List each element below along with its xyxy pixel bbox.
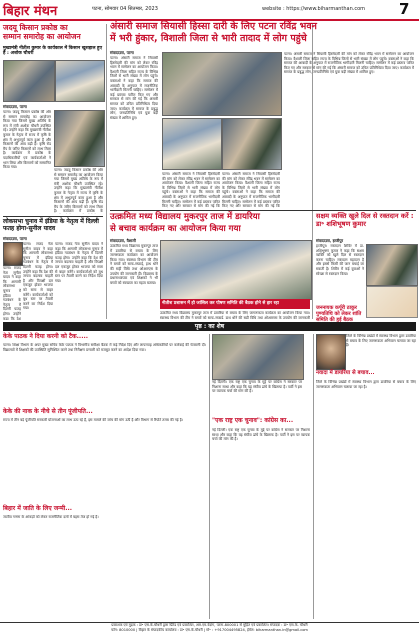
bottom-story4-body-a: नई दिल्ली। एक राष्ट्र एक चुनाव के मुद्दे पर कांग्रेस ने सरकार पर निशाना साधा और कहा कि यह संघीय ढांचे के खिलाफ है। पार्टी ने इस पर व्यापक चर्चा की मांग की है। [212,380,302,394]
lead-body-b: पटना। अंसारी समाज ने सियासी हिस्सेदारी की मांग को लेकर रविंद्र भवन में सम्मेलन का आयोजन किया। वैशाली जिला सहित राज्य के विभिन्न जिलों से भारी संख्या में लोग पहुंचे। वक्ताओं ने कहा कि समाज की आबादी के अनुपात में राजनीतिक भागीदारी मिलनी चाहिए। सम्मेलन में कई प्रस्ताव पारित किए गए और सरकार से मांग की गई कि [162,172,220,208]
bottom-story1-body: पटना। शिक्षा विभाग के अपर मुख्य सचिव केके पाठक ने विभागीय समीक्षा बैठक में कई निर्देश दिए और लापरवाह अधिकारियों पर कार्रवाई की चेतावनी दी। विद्यालयों में शिक्षकों की उपस्थिति सुनिश्चित करने तथा निरीक्षण प्रणाली को मजबूत करने का आदेश दिया गया। [3,343,206,352]
right-ad-box [366,286,418,318]
lead-byline: संवाददाता, पटना [110,50,134,55]
right-story2-headline: जननायक कर्पूरी ठाकुर पुण्यतिथि को लेकर शांति समिति की हुई बैठक [316,305,362,323]
bottom-right-portrait [316,334,346,370]
mid-body-b: उत्क्रमित मध्य विद्यालय मुकरपुर ताज में डायरिया से बचाव के लिए जागरूकता कार्यक्रम का आयोजन किया गया। स्वास्थ्य विभाग की टीम ने बच्चों को साफ-सफाई, हाथ धोने की सही विधि तथा ओआरएस के उपयोग की जानकारी [160,311,310,319]
col1-photo [3,60,55,102]
footer [0,622,419,641]
mid-photo-caption: नीतीश प्रशासन में हो जांसिल कर पोषण समिति की बैठक होने से हार रहा [162,301,279,306]
newspaper-logo: बिहार मंथन [3,4,58,19]
col1-divider [3,216,103,217]
lead-headline-line1: अंसारी समाज सियासी हिस्सा दारी के लिए पटना रविंद्र भवन [110,21,317,32]
col1-headline-line1: जदयू किसान प्रकोष्ठ का [3,23,68,32]
bottom-story5-body-a: जिले के विभिन्न प्रखंडों में स्वास्थ्य विभाग द्वारा डायरिया से बचाव के लिए जागरूकता अभियान चलाया जा रहा है। [346,334,416,348]
mid-photo [160,240,312,300]
column-divider [209,334,210,619]
col1-story2-body: पटना। राजद नेता सुनील यादव ने कहा कि आगामी लोकसभा चुनाव में इंडिया गठबंधन के नेतृत्व में दिल्ली फतह होगा। उन्होंने कहा कि देश की जनता बदलाव चाहती है और विपक्षी दल एकजुट होकर भाजपा को सत्ता से बाहर करेंगे। कार्यकर्ताओं को बूथ स्तर पर तैयारी करने का निर्देश दिया गया। [23,242,53,311]
lead-headline-line2: में भरी हुंकार, विशाली जिला से भारी तादाद में लोग पहुंचे [110,33,307,44]
website-url[interactable]: website : https://www.biharmanthan.com [262,6,366,12]
col1-headline-line2: सम्मान समारोह का आयोजन [3,32,81,41]
right-headline: सक्षम व्यक्ति खुले दिल से रक्तदान करें : डा॰ शशिभूषण कुमार [316,212,414,228]
bottom-story3-body: जातीय गणना के आंकड़ों को लेकर राजनीतिक दलों में बहस तेज हो गई है। [3,515,99,519]
footer-line2: फोन: 8010000 | बिहार के संपादकीय कार्यालय : डा॰ एस.के.चौधरी | मो॰ : +917004495824, ईमेल: biharmanthan.in@gmail.com [111,628,308,632]
page-number: 7 [399,0,410,18]
section-bar: पृष्ठ : का शेष [3,322,416,331]
lead-photo-3 [222,118,282,170]
column-divider [106,24,107,319]
col1-story2-portrait [3,242,23,266]
col1-body: पटना। जदयू किसान प्रकोष्ठ की ओर से सम्मान समारोह का आयोजन किया गया जिसमें मुख्य अतिथि के रूप में मंत्री अशोक चौधरी उपस्थित रहे। उन्होंने कहा कि मुख्यमंत्री नीतीश कुमार के नेतृत्व में राज्य में कृषि के क्षेत्र में अभूतपूर्व काम हुआ है और किसानों की आय बढ़ी है। कृषि रोड मैप के जरिए किसानों को लाभ मिला है। कार्यक्रम में प्रकोष्ठ के पदाधिकारियों एवं कार्यकर्ताओं ने भाग लिया और किसानों को सम्मानित किया गया। [3,110,51,170]
issue-date: पटना, सोमवार 04 सितम्बर, 2023 [92,6,158,12]
footer-line1: प्रकाशक एवं मुद्रक : डा॰ एस.के.चौधरी द्वारा प्रिंटेड एवं प्रकाशित, आर.एम.वेदांग, पटना-800001 से मुद्रित एवं प्रकाशित। संपादक : डा॰ एस.के. चौधरी [111,623,308,627]
right-byline: संवाददाता, हाजीपुर [316,238,344,243]
lead-body-c: पटना। अंसारी समाज ने सियासी हिस्सेदारी की मांग को लेकर रविंद्र भवन में सम्मेलन का आयोजन किया। वैशाली जिला सहित राज्य के विभिन्न जिलों से भारी संख्या में लोग पहुंचे। वक्ताओं ने कहा कि समाज की आबादी के अनुपात में राजनीतिक भागीदारी मिलनी चाहिए। सम्मेलन में कई प्रस्ताव पारित किए गए और सरकार से मांग की गई कि [222,172,280,208]
bottom-story5-body: जिले के विभिन्न प्रखंडों में स्वास्थ्य विभाग द्वारा डायरिया से बचाव के लिए जागरूकता अभियान चलाया जा रहा है। [316,380,416,389]
col1-story2-byline: संवाददाता, पटना [3,236,27,241]
mid-byline: संवाददाता, वैशाली [110,238,136,243]
mid-headline-line1: उत्क्रमित मध्य विद्यालय मुकरपुर ताज में डायरिया [110,212,260,222]
col1-photo-2 [55,60,105,102]
lead-body-d: पटना। अंसारी समाज ने सियासी हिस्सेदारी की मांग को लेकर रविंद्र भवन में सम्मेलन का आयोजन किया। वैशाली जिला सहित राज्य के विभिन्न जिलों से भारी संख्या में लोग पहुंचे। वक्ताओं ने कहा कि समाज की आबादी के अनुपात में राजनीतिक भागीदारी मिलनी चाहिए। सम्मेलन में कई प्रस्ताव पारित किए गए और सरकार से मांग की गई कि अंसारी समाज को उचित प्रतिनिधित्व दिया जाए। कार्यक्रम में समाज के प्रबुद्ध लोग, जनप्रतिनिधि एवं युवा बड़ी संख्या में शामिल हुए। [284,52,414,75]
col1-story2-body-a: पटना। राजद नेता सुनील यादव ने कहा कि आगामी लोकसभा चुनाव में इंडिया गठबंधन के नेतृत्व में दिल्ली फतह होगा। उन्होंने कहा कि देश [3,266,21,320]
bottom-story2-headline: केके की नाक के नीचे से तीन पूंजीपति... [3,408,93,415]
bottom-story4-headline: "एक राष्ट्र एक चुनाव": कांग्रेस का... [212,417,294,424]
lead-photo-1 [162,52,282,116]
col1-subhead: मुख्यमंत्री नीतीश कुमार के कार्यकाल में किसान खुशहाल हुए हैं : अशोक चौधरी [3,46,103,57]
col1-photo-3 [54,110,105,167]
bottom-story1-headline: केके पाठक ने दिया करनी को टैक..... [3,333,89,340]
bottom-story5-headline: नवादा में डायरिया से बचाव... [316,370,375,376]
col1-body-continued: पटना। जदयू किसान प्रकोष्ठ की ओर से सम्मान समारोह का आयोजन किया गया जिसमें मुख्य अतिथि के रूप में मंत्री अशोक चौधरी उपस्थित रहे। उन्होंने कहा कि मुख्यमंत्री नीतीश कुमार के नेतृत्व में राज्य में कृषि के क्षेत्र में अभूतपूर्व काम हुआ है और किसानों की आय बढ़ी है। कृषि रोड मैप के जरिए किसानों को लाभ मिला है। कार्यक्रम में प्रकोष्ठ के [54,168,103,214]
bottom-story2-body: राज्य में तीन बड़े पूंजीपति सरकारी योजनाओं का लाभ उठा रहे हैं, इस मामले की जांच की मांग उठी है और विभाग से रिपोर्ट तलब की गई है। [3,418,183,422]
column-divider [313,334,314,619]
mid-body: उत्क्रमित मध्य विद्यालय मुकरपुर ताज में डायरिया से बचाव के लिए जागरूकता कार्यक्रम का आयोजन किया गया। स्वास्थ्य विभाग की टीम ने बच्चों को साफ-सफाई, हाथ धोने की सही विधि तथा ओआरएस के उपयोग की जानकारी दी। विद्यालय के प्रधानाध्यापक एवं शिक्षकों ने भी बच्चों को स्वच्छता का महत्व बताया। [110,244,158,285]
bottom-photo [212,334,304,380]
right-body: हाजीपुर। रक्तदान शिविर में डा. शशिभूषण कुमार ने कहा कि सक्षम व्यक्ति को खुले दिल से रक्तदान करना चाहिए। रक्तदान महादान है और इससे किसी की जान बचाई जा सकती है। शिविर में कई युवाओं ने स्वेच्छा से रक्तदान किया। [316,244,364,276]
lead-body: पटना। अंसारी समाज ने सियासी हिस्सेदारी की मांग को लेकर रविंद्र भवन में सम्मेलन का आयोजन किया। वैशाली जिला सहित राज्य के विभिन्न जिलों से भारी संख्या में लोग पहुंचे। वक्ताओं ने कहा कि समाज की आबादी के अनुपात में राजनीतिक भागीदारी मिलनी चाहिए। सम्मेलन में कई प्रस्ताव पारित किए गए और सरकार से मांग की गई कि अंसारी समाज को उचित प्रतिनिधित्व दिया जाए। कार्यक्रम में समाज के प्रबुद्ध लोग, जनप्रतिनिधि एवं युवा बड़ी संख्या में शामिल हुए। [110,56,158,120]
mid-headline-line2: से बचाव कार्यक्रम का आयोजन किया गया [110,224,241,234]
right-photo [366,244,418,286]
mid-divider [110,210,416,211]
col1-byline: संवाददाता, पटना [3,104,27,109]
bottom-story3-headline: बिहार में जाति के लिए जन्मी... [3,505,73,512]
col1-story2-body-b: पटना। राजद नेता सुनील यादव ने कहा कि आगामी लोकसभा चुनाव में इंडिया गठबंधन के नेतृत्व में दिल्ली फतह होगा। उन्होंने कहा कि देश की जनता बदलाव चाहती है और विपक्षी दल एकजुट होकर भाजपा को सत्ता से बाहर करेंगे। कार्यकर्ताओं को बूथ स्तर पर तैयारी करने का निर्देश दिया गया। [55,242,103,283]
bottom-story4-body: नई दिल्ली। एक राष्ट्र एक चुनाव के मुद्दे पर कांग्रेस ने सरकार पर निशाना साधा और कहा कि यह संघीय ढांचे के खिलाफ है। पार्टी ने इस पर व्यापक चर्चा की मांग की है। [212,428,310,442]
lead-photo-2 [162,118,222,170]
col1-story2-headline: लोकसभा चुनाव में इंडिया के नेतृत्व में दिल्ली फतह होगा-सुनील यादव [3,218,99,232]
